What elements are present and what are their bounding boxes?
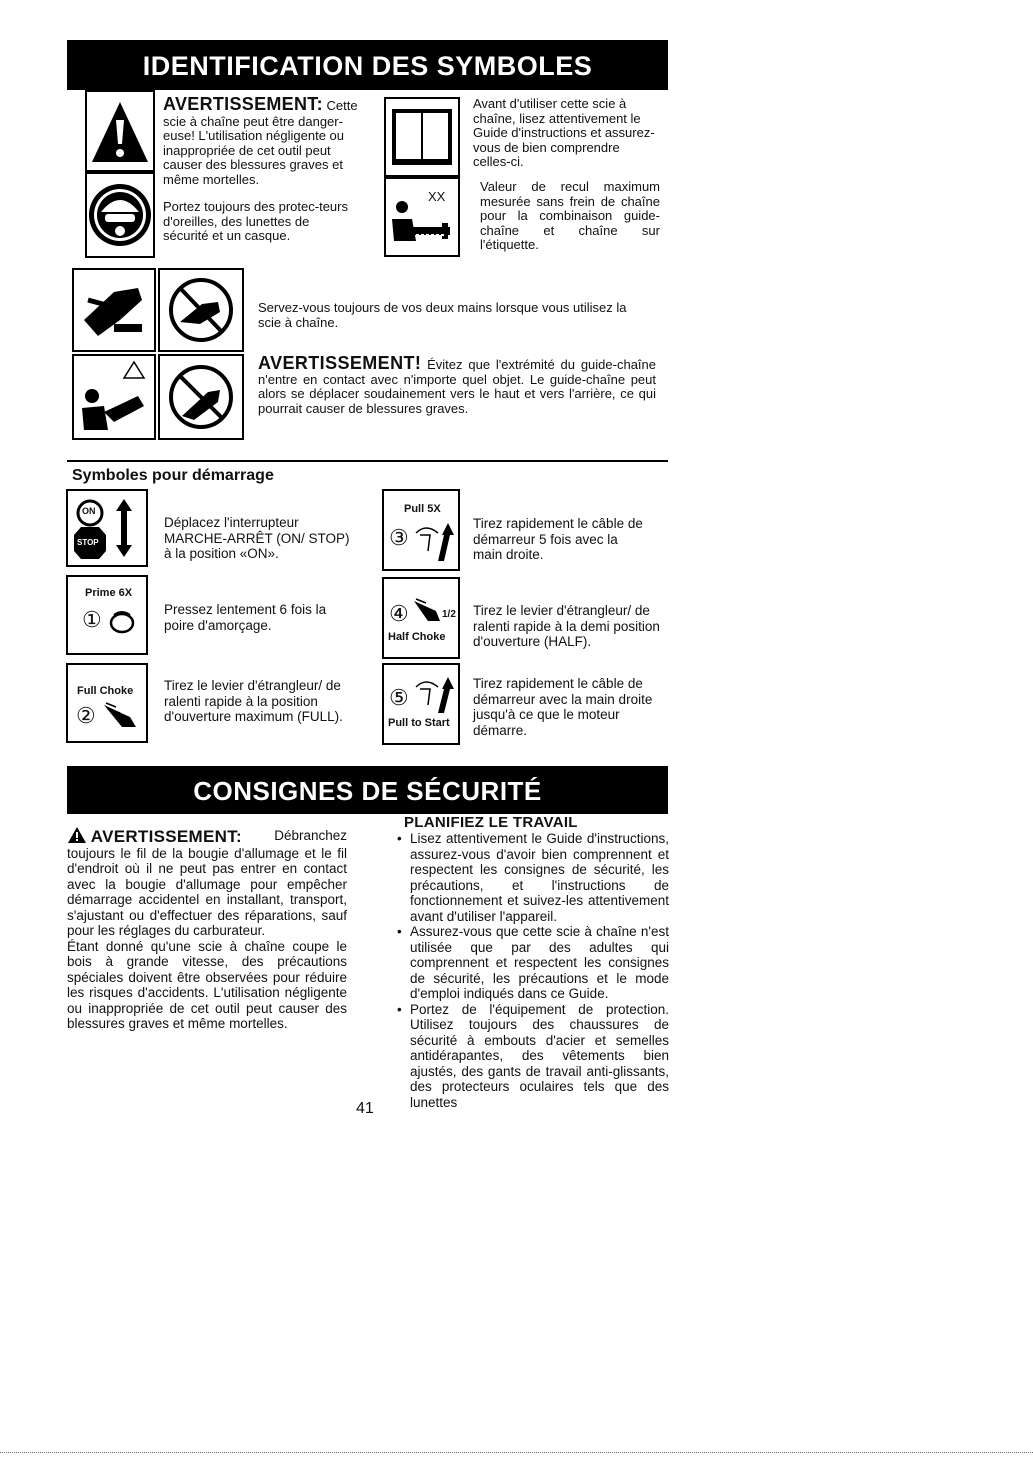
pull5-text: Tirez rapidement le câble de démarreur 5 fois avec la main droite. [473,516,643,562]
halfchoke-text: Tirez le levier d'étrangleur/ de ralenti rapide à la demi position d'ouverture (HALF). [473,603,660,649]
on-stop-box [66,489,148,567]
plan-work-block [373,814,669,1110]
manual-box [384,97,460,177]
no-one-hand-icon [160,270,242,350]
manual-text: Avant d'utiliser cette scie à chaîne, lisez attentivement le Guide d'instructions et assurez-vous de bien comprendre celles-ci. [473,96,655,170]
warning-triangle-icon [87,92,153,170]
plan-bullet-3: • Portez de l'équipement de protection. Utilisez toujours des chaussures de sécurité à embouts d'acier et semelles antidérapantes, des vêtements bien ajustés, des gants de travail anti-glissants, des protecteurs oculaires tels que des lunettes [397,1002,669,1111]
pullstart-label: Pull to Start [388,717,450,729]
safety-banner [67,766,668,814]
page-title: IDENTIFICATION DES SYMBOLES [142,51,593,81]
pull-cord-icon [414,521,456,563]
pull5-step-number: ③ [389,525,409,550]
section-divider [67,460,668,462]
protect-text: Portez toujours des protec-teurs d'oreilles, des lunettes de sécurité et un casque. [163,199,348,244]
pullstart-text: Tirez rapidement le câble de démarreur avec la main droite jusqu'à ce que le moteur démarre. [473,676,653,738]
prime-label: Prime 6X [85,587,133,599]
pullstart-step-number: ⑤ [389,685,409,710]
on-stop-switch-icon [68,491,146,565]
safety-warning-text: toujours le fil de la bougie d'allumage et le fil d'endroit où il ne peut pas entrer en contact avec la bougie d'allumage pour empêcher démarrage accidentel en installant, transport, s'ajustant ou d'effectuer des réparations, sauf pour les réglages du carburateur. [67,845,347,938]
halfchoke-box [382,577,460,659]
kickback-text: Valeur de recul maximum mesurée sans frein de chaîne pour la combinaison guide-chaîne et chaîne sur l'étiquette. [480,179,660,253]
prime-box [66,575,148,655]
warning-text: scie à chaîne peut être danger-euse! L'utilisation négligente ou inappropriée de cet outil peut causer des blessures graves et même mortelles. [163,113,345,187]
tip-no-box [158,354,244,440]
safety-warning-lead: Débranchez [274,828,347,843]
prime-step-number: ① [82,607,102,632]
kickback-label: XX [428,189,446,204]
plan-heading: PLANIFIEZ LE TRAVAIL [404,814,578,831]
fullchoke-step-number: ② [76,703,96,728]
protective-gear-icon [87,174,153,256]
no-tip-contact-icon [160,356,242,438]
tip-text: Évitez que l'extrémité du guide-chaîne n'entre en contact avec n'importe quel objet. Le guide-chaîne peut alors se déplacer soudainement vers le haut et vers l'arrière, ce qui pourrait causer de blessures graves. [258,357,656,416]
warning-lead: Cette [326,98,358,113]
prime-text: Pressez lentement 6 fois la poire d'amorçage. [164,602,327,633]
warning-heading: AVERTISSEMENT: [163,94,323,114]
symbols-banner [67,40,668,90]
two-hands-icon [74,270,154,350]
starting-heading: Symboles pour démarrage [72,467,274,484]
manual-book-icon [386,99,458,175]
kickback-warning-icon [74,356,154,438]
hands-text: Servez-vous toujours de vos deux mains lorsque vous utilisez la scie à chaîne. [258,300,627,330]
pull-start-cord-icon [414,675,456,715]
kickback-box [384,177,460,257]
pull5-box [382,489,460,571]
halfchoke-label: Half Choke [388,631,446,643]
fullchoke-box [66,663,148,743]
safety-warning-block [67,826,347,1032]
switch-text: Déplacez l'interrupteur MARCHE-ARRÊT (ON/ STOP) à la position «ON». [164,515,350,561]
pull5-label: Pull 5X [404,503,441,515]
half-choke-lever-icon [412,597,446,625]
primer-bulb-icon [108,607,136,635]
two-hands-box [72,268,156,352]
pullstart-box [382,663,460,745]
halfchoke-fraction: 1/2 [442,609,456,620]
fullchoke-label: Full Choke [77,685,134,697]
halfchoke-step-number: ④ [389,601,409,626]
warning-triangle-box [85,90,155,172]
bottom-edge-line [0,1452,1033,1453]
fullchoke-text: Tirez le levier d'étrangleur/ de ralenti rapide à la position d'ouverture maximum (FULL). [164,678,343,724]
tip-contact-box [72,354,156,440]
stop-label: STOP [77,538,99,547]
safety-warning-heading: AVERTISSEMENT: [90,827,242,846]
page-number: 41 [356,1100,374,1117]
protective-gear-box [85,172,155,258]
plan-bullet-1: • Lisez attentivement le Guide d'instructions, assurez-vous d'avoir bien comprennent et respectent les consignes de sécurité, les précautions, et l'instructions de fonctionnement et suivez-les attentivement avant d'utiliser l'appareil. [397,831,669,924]
one-hand-box [158,268,244,352]
tip-heading: AVERTISSEMENT! [258,353,422,373]
safety-paragraph-2: Étant donné qu'une scie à chaîne coupe le bois à grande vitesse, des précautions spéciales doivent être observées pour réduire les risques d'accidents. L'utilisation négligente ou inappropriée de cet outil peut causer des blessures graves et même mortelles. [67,938,347,1031]
on-label: ON [82,506,96,516]
warning-block [163,94,373,188]
tip-warning-block [258,353,656,416]
warning-triangle-small-icon [67,826,87,844]
plan-bullet-2: • Assurez-vous que cette scie à chaîne n'est utilisée que par des adultes qui comprennent et respectent les consignes de sécurité, les précautions et le mode d'emploi indiqués dans ce Guide. [397,924,669,1002]
chainsaw-operator-icon [386,179,458,255]
full-choke-lever-icon [102,701,142,731]
safety-title: CONSIGNES DE SÉCURITÉ [193,776,542,806]
